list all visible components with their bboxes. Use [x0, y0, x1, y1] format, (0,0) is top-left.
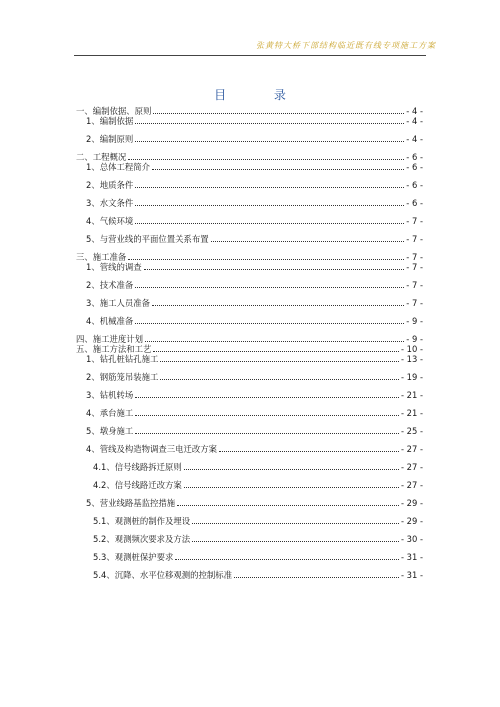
toc-entry[interactable] [76, 116, 423, 126]
toc-entry[interactable] [76, 180, 423, 190]
toc-entry[interactable] [76, 480, 423, 490]
toc-entry-page: - 27 - [400, 444, 423, 454]
toc-entry[interactable] [76, 390, 423, 400]
toc-entry-page: - 10 - [400, 344, 423, 354]
toc-entry-page: - 6 - [406, 198, 423, 208]
dot-leader [128, 159, 404, 160]
toc-entry-label: 4、承台施工 [86, 408, 134, 418]
toc-entry-label: 5.2、观测频次要求及方法 [93, 534, 191, 544]
toc-entry[interactable] [76, 234, 423, 244]
dot-leader [135, 397, 399, 398]
toc-entry-label: 5.3、观测桩保护要求 [93, 552, 174, 562]
header-rule [74, 55, 426, 56]
toc-entry-label: 三、施工准备 [76, 252, 127, 262]
dot-leader [135, 141, 404, 142]
toc-entry[interactable] [76, 426, 423, 436]
toc-entry[interactable] [76, 344, 423, 354]
toc-entry-label: 五、施工方法和工艺 [76, 344, 152, 354]
dot-leader [177, 505, 399, 506]
toc-entry[interactable] [76, 162, 423, 172]
toc-entry-page: - 29 - [400, 498, 423, 508]
dot-leader [152, 305, 404, 306]
toc-entry-page: - 13 - [400, 354, 423, 364]
toc-entry-label: 5、与营业线的平面位置关系布置 [86, 234, 209, 244]
dot-leader [211, 241, 405, 242]
toc-entry-label: 1、钻孔桩钻孔施工 [86, 354, 159, 364]
toc-entry-page: - 9 - [406, 334, 423, 344]
toc-entry[interactable] [76, 298, 423, 308]
dot-leader [135, 223, 404, 224]
running-header-title: 张黄特大桥下部结构临近既有线专项施工方案 [256, 41, 436, 50]
toc-entry[interactable] [76, 354, 423, 364]
toc-entry-label: 5、营业线路基监控措施 [86, 498, 176, 508]
toc-entry-page: - 4 - [406, 116, 423, 126]
toc-entry-label: 4.1、信号线路拆迁原则 [93, 462, 182, 472]
toc-entry[interactable] [76, 252, 423, 262]
dot-leader [135, 433, 399, 434]
toc-entry-page: - 9 - [406, 316, 423, 326]
toc-entry-label: 4、气候环境 [86, 216, 134, 226]
dot-leader [153, 113, 404, 114]
toc-entry-page: - 21 - [400, 408, 423, 418]
dot-leader [135, 415, 399, 416]
toc-entry[interactable] [76, 280, 423, 290]
toc-entry-label: 2、技术准备 [86, 280, 134, 290]
toc-entry-page: - 7 - [406, 262, 423, 272]
toc-entry-page: - 30 - [400, 534, 423, 544]
toc-entry-page: - 7 - [406, 234, 423, 244]
toc-entry-label: 1、总体工程简介 [86, 162, 150, 172]
toc-entry-page: - 31 - [400, 570, 423, 580]
toc-entry[interactable] [76, 106, 423, 116]
toc-entry-page: - 7 - [406, 252, 423, 262]
table-of-contents [76, 106, 423, 580]
toc-entry-label: 1、编制依据 [86, 116, 134, 126]
toc-entry[interactable] [76, 408, 423, 418]
dot-leader [160, 361, 399, 362]
dot-leader [160, 379, 399, 380]
toc-entry-page: - 25 - [400, 426, 423, 436]
toc-entry[interactable] [76, 462, 423, 472]
toc-entry[interactable] [76, 262, 423, 272]
toc-entry-label: 四、施工进度计划 [76, 334, 143, 344]
toc-entry-page: - 7 - [406, 298, 423, 308]
toc-entry-page: - 6 - [406, 180, 423, 190]
toc-entry-page: - 27 - [400, 462, 423, 472]
toc-entry-page: - 31 - [400, 552, 423, 562]
toc-entry-label: 5、墩身施工 [86, 426, 134, 436]
toc-entry[interactable] [76, 152, 423, 162]
toc-entry-label: 2、地质条件 [86, 180, 134, 190]
toc-entry[interactable] [76, 334, 423, 344]
toc-entry-page: - 19 - [400, 372, 423, 382]
dot-leader [135, 205, 404, 206]
toc-entry-page: - 27 - [400, 480, 423, 490]
toc-entry[interactable] [76, 198, 423, 208]
toc-entry[interactable] [76, 216, 423, 226]
toc-entry-page: - 21 - [400, 390, 423, 400]
dot-leader [128, 259, 404, 260]
dot-leader [192, 523, 399, 524]
dot-leader [184, 487, 399, 488]
toc-entry[interactable] [76, 444, 423, 454]
toc-entry-label: 2、钢筋笼吊装施工 [86, 372, 159, 382]
toc-entry-label: 3、钻机转场 [86, 390, 134, 400]
toc-entry-label: 2、编制原则 [86, 134, 134, 144]
toc-entry-label: 4、管线及构造物调查三电迁改方案 [86, 444, 217, 454]
toc-entry[interactable] [76, 372, 423, 382]
dot-leader [234, 577, 399, 578]
toc-entry[interactable] [76, 516, 423, 526]
dot-leader [145, 341, 404, 342]
dot-leader [184, 469, 399, 470]
toc-entry-label: 1、管线的调查 [86, 262, 142, 272]
toc-entry-page: - 7 - [406, 280, 423, 290]
dot-leader [135, 187, 404, 188]
toc-entry-label: 4、机械准备 [86, 316, 134, 326]
toc-entry[interactable] [76, 498, 423, 508]
toc-entry[interactable] [76, 552, 423, 562]
toc-entry-page: - 6 - [406, 152, 423, 162]
toc-entry-page: - 7 - [406, 216, 423, 226]
toc-title: 目 录 [214, 88, 308, 102]
toc-entry-label: 3、水文条件 [86, 198, 134, 208]
dot-leader [135, 323, 404, 324]
toc-entry-page: - 29 - [400, 516, 423, 526]
dot-leader [152, 169, 404, 170]
toc-entry[interactable] [76, 134, 423, 144]
dot-leader [175, 559, 399, 560]
dot-leader [219, 451, 399, 452]
toc-entry-page: - 4 - [406, 134, 423, 144]
dot-leader [135, 123, 404, 124]
toc-entry-label: 5.1、观测桩的制作及埋设 [93, 516, 191, 526]
toc-entry-label: 3、施工人员准备 [86, 298, 150, 308]
dot-leader [192, 541, 399, 542]
toc-entry-page: - 6 - [406, 162, 423, 172]
toc-entry[interactable] [76, 316, 423, 326]
toc-entry-label: 4.2、信号线路迁改方案 [93, 480, 182, 490]
toc-entry-label: 二、工程概况 [76, 152, 127, 162]
toc-entry-label: 一、编制依据、原则 [76, 106, 152, 116]
toc-entry[interactable] [76, 570, 423, 580]
dot-leader [144, 269, 405, 270]
toc-entry-page: - 4 - [406, 106, 423, 116]
dot-leader [153, 351, 399, 352]
dot-leader [135, 287, 404, 288]
toc-entry[interactable] [76, 534, 423, 544]
toc-entry-label: 5.4、沉降、水平位移观测的控制标准 [93, 570, 232, 580]
